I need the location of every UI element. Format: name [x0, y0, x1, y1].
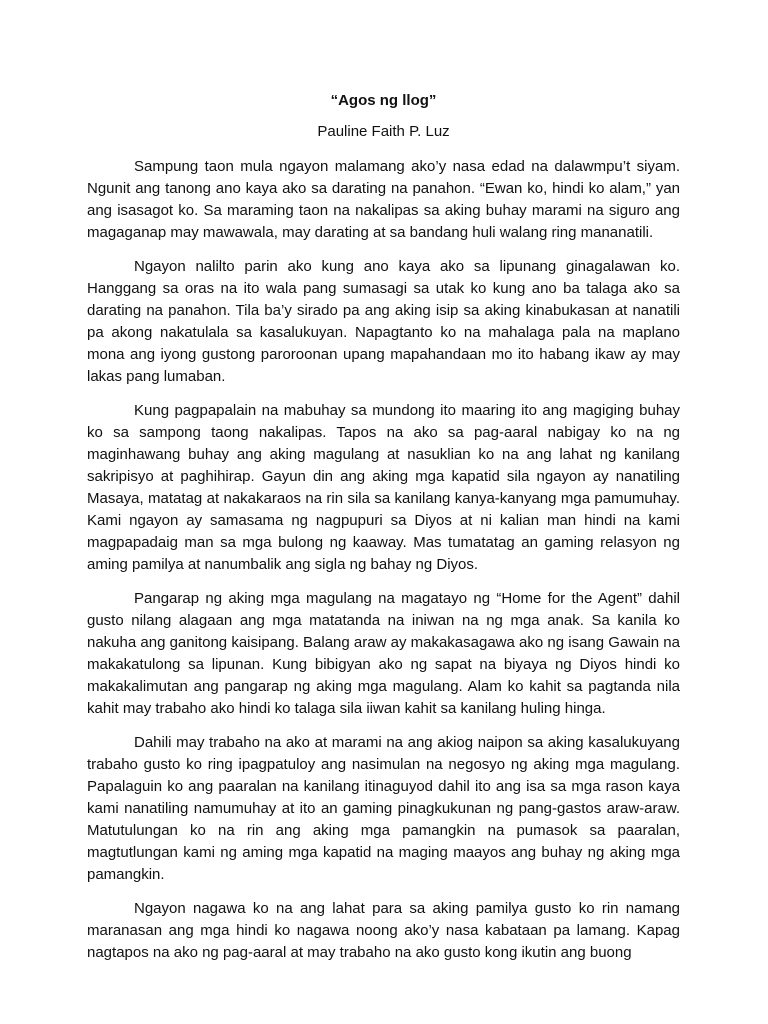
paragraph-5: Dahili may trabaho na ako at marami na ang akiog naipon sa aking kasalukuyang trabaho gusto ko ring ipagpatuloy ang nasimulan na negosyo ng aking mga magulang. Papalaguin ko ang paaralan na kanilang itinaguyod dahil ito ang isa sa mga rason kaya kami nanatiling namumuhay at ito an gaming pinagkukunan ng pang-gastos araw-araw. Matutulungan ko na rin ang aking mga pamangkin na pumasok sa paaralan, magtutlungan kami ng aming mga kapatid na maging maayos ang buhay ng aking mga pamangkin. — [87, 734, 680, 883]
paragraph-1: Sampung taon mula ngayon malamang ako’y nasa edad na dalawmpu’t siyam. Ngunit ang tanong ano kaya ako sa darating na panahon. “Ewan ko, hindi ko alam,” yan ang isasagot ko. Sa maraming taon na nakalipas sa aking buhay marami na siguro ang magaganap may mawawala, may darating at sa bandang huli walang ring mananatili. — [87, 158, 680, 241]
author-name: Pauline Faith P. Luz — [317, 123, 450, 140]
paragraph-3: Kung pagpapalain na mabuhay sa mundong ito maaring ito ang magiging buhay ko sa sampong taong nakalipas. Tapos na ako sa pag-aaral nabigay ko na ng maginhawang buhay ang aking magulang at nasuklian ko na ang lahat ng kanilang sakripisyo at paghihirap. Gayun din ang aking mga kapatid sila ngayon ay nanatiling Masaya, matatag at nakakaraos na rin sila sa kanilang kanya-kanyang mga pamumuhay. Kami ngayon ay samasama ng nagpupuri sa Diyos at ni kalian man hindi na kami magpapadaig man sa mga bulong ng kaaway. Mas tumatatag an gaming relasyon ng aming pamilya at nanumbalik ang sigla ng bahay ng Diyos. — [87, 402, 680, 573]
document-title: “Agos ng llog” — [330, 92, 437, 109]
paragraph-6: Ngayon nagawa ko na ang lahat para sa aking pamilya gusto ko rin namang maranasan ang mga hindi ko nagawa noong ako’y nasa kabataan pa lamang. Kapag nagtapos na ako ng pag-aaral at may trabaho na ako gusto kong ikutin ang buong — [87, 900, 680, 961]
paragraph-4: Pangarap ng aking mga magulang na magatayo ng “Home for the Agent” dahil gusto nilang alagaan ang mga matatanda na iniwan na ng mga anak. Sa kanila ko nakuha ang ganitong kaisipang. Balang araw ay makakasagawa ako ng isang Gawain na makakatulong sa lipunan. Kung bibigyan ako ng sapat na biyaya ng Diyos hindi ko makakalimutan ang pangarap ng aking mga magulang. Alam ko kahit sa pagtanda nila kahit may trabaho ako hindi ko talaga sila iiwan kahit sa kanilang huling hinga. — [87, 590, 680, 717]
paragraph-2: Ngayon nalilto parin ako kung ano kaya ako sa lipunang ginagalawan ko. Hanggang sa oras na ito wala pang sumasagi sa utak ko kung ano ba talaga ako sa darating na panahon. Tila ba’y sirado pa ang aking isip sa aking kinabukasan at nanatili pa akong nakatulala sa kasalukuyan. Napagtanto ko na mahalaga pala na maplano mona ang iyong gustong paroroonan upang mapahandaan mo ito habang ikaw ay may lakas pang lumaban. — [87, 258, 680, 385]
